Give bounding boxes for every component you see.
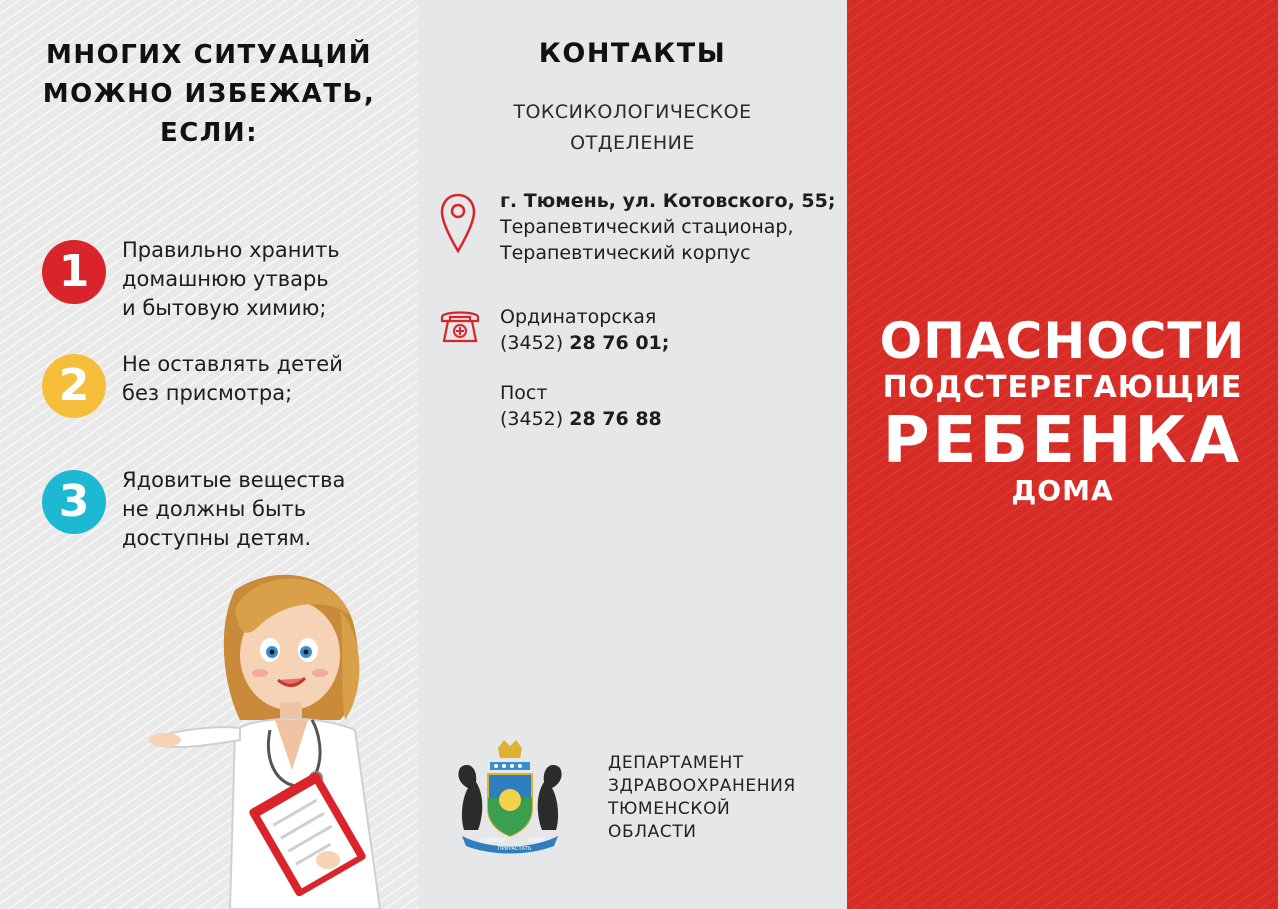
motto-word: СИБИРЬЮ xyxy=(480,838,507,844)
cover-title-line: ДОМА xyxy=(1011,474,1114,507)
organization-name-line: ЗДРАВООХРАНЕНИЯ xyxy=(608,776,796,796)
phone-label: Пост xyxy=(500,382,548,404)
phone-number-line xyxy=(500,330,669,356)
cover-title xyxy=(847,312,1278,506)
step-2 xyxy=(40,354,410,444)
department-label xyxy=(418,97,847,159)
step-text xyxy=(122,466,345,553)
phone-code: (3452) xyxy=(500,332,570,354)
left-panel xyxy=(0,0,418,909)
phone-number[interactable]: 28 76 01; xyxy=(569,332,670,354)
step-text xyxy=(122,350,343,408)
cover-panel xyxy=(847,0,1278,909)
address-line: Терапевтический стационар, xyxy=(500,216,794,238)
left-heading-line: МНОГИХ СИТУАЦИЙ xyxy=(45,40,373,70)
step-3 xyxy=(40,470,410,560)
coat-of-arms-logo xyxy=(440,738,580,856)
step-text xyxy=(122,236,340,323)
organization-name xyxy=(608,752,796,844)
left-heading-line: ЕСЛИ: xyxy=(159,118,259,148)
doctor-illustration xyxy=(140,570,420,909)
location-pin-icon xyxy=(440,193,476,255)
step-text-line: и бытовую химию; xyxy=(122,296,327,320)
step-number-badge: 1 xyxy=(42,240,106,304)
step-text-line: Ядовитые вещества xyxy=(122,468,346,492)
phone-label: Ординаторская xyxy=(500,306,657,328)
motto-word: ПРИРАСТАТЬ xyxy=(498,846,532,852)
address-main: г. Тюмень, ул. Котовского, 55; xyxy=(500,190,836,212)
phone-number-line xyxy=(500,406,662,432)
step-text-line: Правильно хранить xyxy=(122,238,340,262)
left-heading-line: МОЖНО ИЗБЕЖАТЬ, xyxy=(42,79,376,109)
step-number-badge: 2 xyxy=(42,354,106,418)
phone-code: (3452) xyxy=(500,408,570,430)
step-text-line: не должны быть xyxy=(122,497,307,521)
step-text-line: без присмотра; xyxy=(122,381,293,405)
organization-name-line: ДЕПАРТАМЕНТ xyxy=(608,753,744,773)
step-text-line: Не оставлять детей xyxy=(122,352,343,376)
organization-name-line: ОБЛАСТИ xyxy=(608,822,697,842)
cover-title-line: РЕБЕНКА xyxy=(882,404,1243,478)
address-line: Терапевтический корпус xyxy=(500,242,751,264)
phone-number[interactable]: 28 76 88 xyxy=(569,408,662,430)
step-text-line: доступны детям. xyxy=(122,526,312,550)
step-number-badge: 3 xyxy=(42,470,106,534)
phone-block-post xyxy=(500,380,662,432)
phone-block-resident xyxy=(500,304,669,356)
step-text-line: домашнюю утварь xyxy=(122,267,329,291)
department-label-line: ТОКСИКОЛОГИЧЕСКОЕ xyxy=(513,101,752,123)
organization-name-line: ТЮМЕНСКОЙ xyxy=(608,799,731,819)
department-label-line: ОТДЕЛЕНИЕ xyxy=(570,132,695,154)
telephone-icon xyxy=(438,305,482,345)
address-block xyxy=(500,188,835,266)
cover-title-line: ОПАСНОСТИ xyxy=(879,312,1246,370)
motto-word: БУДЕТ xyxy=(528,838,545,844)
cover-title-line: ПОДСТЕРЕГАЮЩИЕ xyxy=(882,370,1243,405)
left-heading xyxy=(0,36,418,153)
contacts-title: КОНТАКТЫ xyxy=(538,38,727,69)
step-1 xyxy=(40,240,410,330)
middle-panel xyxy=(418,0,847,909)
